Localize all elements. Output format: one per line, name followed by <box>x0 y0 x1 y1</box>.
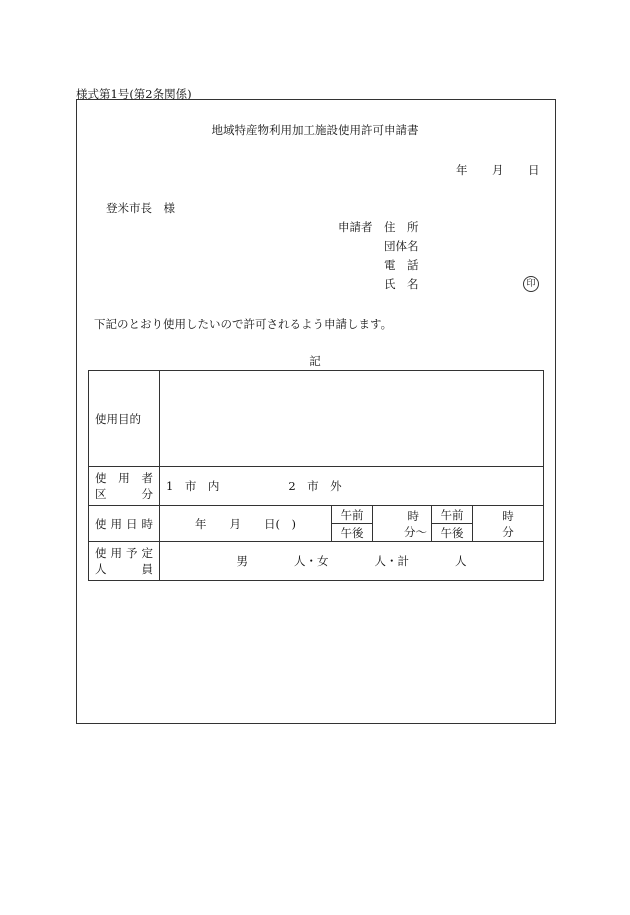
start-hour: 時 <box>407 508 419 523</box>
date-month: 月 <box>492 163 504 177</box>
category-label: 使 用 者 区 分 <box>89 467 160 506</box>
end-hour: 時 <box>502 508 514 523</box>
table-row <box>89 371 544 467</box>
ki-heading: 記 <box>309 354 321 368</box>
start-am[interactable]: 午前 <box>332 506 373 524</box>
purpose-label: 使用目的 <box>89 371 160 467</box>
people-label: 使 用 予 定 人 員 <box>89 542 160 581</box>
start-minute: 分～ <box>404 524 427 539</box>
date-fields[interactable]: 年 月 日( ) <box>160 506 332 542</box>
start-pm[interactable]: 午後 <box>332 524 373 542</box>
applicant-label: 申請者 <box>338 220 373 234</box>
table-row <box>89 467 544 506</box>
date-day: 日 <box>528 163 540 177</box>
applicant-group-label: 団体名 <box>384 239 419 253</box>
table-row <box>89 506 544 524</box>
people-values[interactable]: 男 人・女 人・計 人 <box>160 542 544 581</box>
category-values[interactable]: 1 市 内 2 市 外 <box>160 467 544 506</box>
body-text: 下記のとおり使用したいので許可されるよう申請します。 <box>94 317 393 331</box>
purpose-field[interactable] <box>160 371 544 467</box>
applicant-name-label: 氏 名 <box>384 277 419 291</box>
date-year: 年 <box>456 163 468 177</box>
end-pm[interactable]: 午後 <box>432 524 473 542</box>
form-number: 様式第1号(第2条関係) <box>76 87 192 101</box>
start-time[interactable] <box>373 506 432 542</box>
table-row <box>89 542 544 581</box>
applicant-address-label: 住 所 <box>384 220 419 234</box>
end-minute: 分 <box>502 524 514 539</box>
end-am[interactable]: 午前 <box>432 506 473 524</box>
datetime-label: 使 用 日 時 <box>89 506 160 542</box>
application-table <box>88 370 544 581</box>
seal-mark: 印 <box>523 276 539 292</box>
applicant-phone-label: 電 話 <box>384 258 419 272</box>
end-time[interactable] <box>473 506 544 542</box>
page-title: 地域特産物利用加工施設使用許可申請書 <box>211 123 419 137</box>
addressee: 登米市長 様 <box>106 201 175 215</box>
